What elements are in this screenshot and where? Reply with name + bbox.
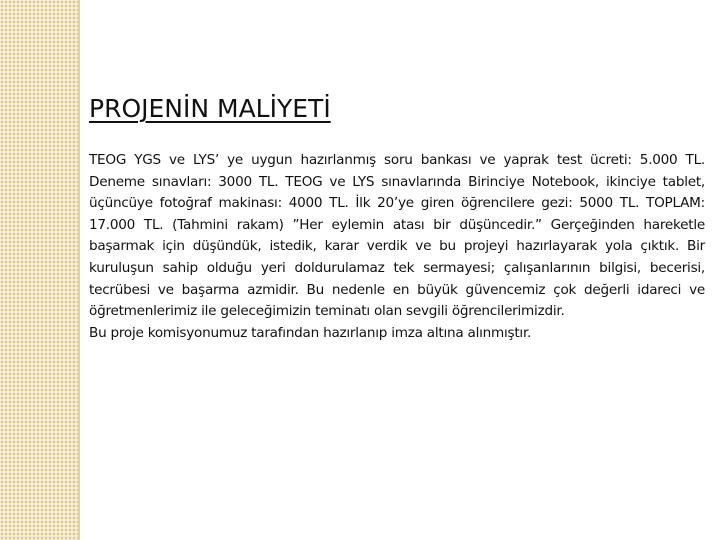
slide-title: PROJENİN MALİYETİ [89, 94, 331, 123]
closing-line: Bu proje komisyonumuz tarafından hazırlanıp imza altına alınmıştır. [89, 324, 532, 341]
side-band-edge [78, 0, 80, 540]
slide-body [89, 150, 705, 344]
body-paragraph: TEOG YGS ve LYS’ ye uygun hazırlanmış soru bankası ve yaprak test ücreti: 5.000 TL. Deneme sınavları: 3000 TL. TEOG ve LYS sınavlarında Birinciye Notebook, ikinciye tablet, üçüncüye fotoğraf makinası: 4000 TL. İlk 20’ye giren öğrencilere gezi: 5000 TL. TOPLAM: 17.000 TL. (Tahmini rakam) ”Her eylemin atası bir düşüncedir.” Gerçeğinden hareketle başarmak için düşündük, istedik, karar verdik ve bu projeyi hazırlayarak yola çıktık. Bir kuruluşun sahip olduğu yeri doldurulamaz tek sermayesi; çalışanlarının bilgisi, becerisi, tecrübesi ve başarma azmidir. Bu nedenle en büyük güvencemiz çok değerli idareci ve öğretmenlerimiz ile geleceğimizin teminatı olan sevgili öğrencilerimizdir. [89, 152, 705, 320]
decorative-side-band [0, 0, 78, 540]
